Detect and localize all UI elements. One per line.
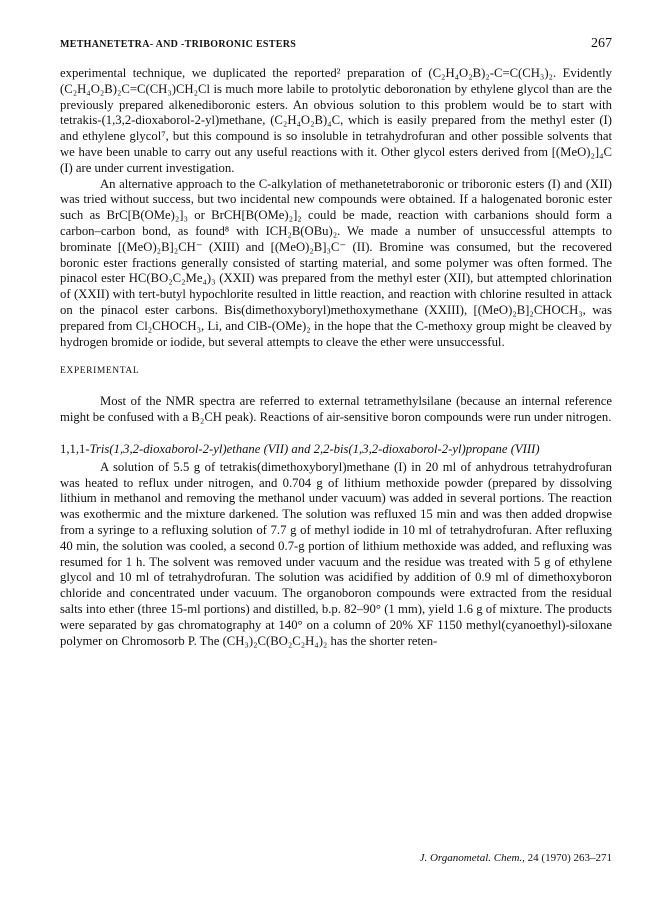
subsection-heading	[60, 442, 612, 458]
body-text	[60, 66, 612, 649]
paragraph-continued: experimental technique, we duplicated the reported² preparation of (C₂H₄O₂B)₂-C=C(CH₃)₂. Evidently (C₂H₄O₂B)₂C=C(CH₃)CH₂Cl is much more labile to protolytic deboronation by ethylene glycol than are the previously prepared alkenediboronic esters. An obvious solution to this problem would be to start with tetrakis-(1,3,2-dioxaborol-2-yl)methane, (C₂H₄O₂B)₄C, which is easily prepared from the methyl ester (I) and ethylene glycol⁷, but this compound is so insoluble in tetrahydrofuran and other possible solvents that we have been unable to carry out any useful reactions with it. Other glycol esters derived from [(MeO)₂]₄C (I) are under current investigation.	[60, 66, 612, 175]
running-title: METHANETETRA- AND -TRIBORONIC ESTERS	[60, 39, 297, 50]
footer-citation	[420, 852, 612, 864]
paragraph-nmr-note: Most of the NMR spectra are referred to external tetramethylsilane (because an internal reference might be confused with a B₂CH peak). Reactions of air-sensitive boron compounds were run under nitrogen.	[60, 394, 612, 425]
footer-journal: J. Organometal. Chem.,	[419, 852, 525, 864]
paragraph-alternative-approach: An alternative approach to the C-alkylation of methanetetraboronic or triboronic esters (I) and (XII) was tried without success, but two incidental new compounds were obtained. If a halogenated boronic ester such as BrC[B(OMe)₂]₃ or BrCH[B(OMe)₂]₂ could be made, reaction with carbanions should form a carbon–carbon bond, as found⁸ with ICH₂B(OBu)₂. We made a number of unsuccessful attempts to brominate [(MeO)₂B]₂CH⁻ (XIII) and [(MeO)₂B]₃C⁻ (II). Bromine was consumed, but the recovered boronic ester fractions generally consisted of starting material, and some polymer was often formed. The pinacol ester HC(BO₂C₂Me₄)₃ (XXII) was prepared from the methyl ester (XII), but attempted chlorination of (XXII) with tert-butyl hypochlorite resulted in little reaction, and reaction with chlorine resulted in attack on the pinacol ester carbons. Bis(dimethoxyboryl)methoxymethane (XXIII), [(MeO)₂B]₂CHOCH₃, was prepared from Cl₂CHOCH₃, Li, and ClB-(OMe)₂ in the hope that the C-methoxy group might be cleaved by hydrogen bromide or iodide, but several attempts to cleave the ether were unsuccessful.	[60, 176, 612, 349]
section-heading-experimental: EXPERIMENTAL	[60, 366, 140, 377]
footer-volume-pages: 24 (1970) 263–271	[524, 852, 612, 864]
page-number: 267	[591, 36, 612, 51]
paragraph-procedure: A solution of 5.5 g of tetrakis(dimethoxyboryl)methane (I) in 20 ml of anhydrous tetrahydrofuran was heated to reflux under nitrogen, and 0.704 g of lithium methoxide powder (prepared by dissolving lithium in methanol and removing the methanol under vacuum) was added in several portions. The reaction was exothermic and the mixture darkened. The solution was refluxed 15 min and was then added dropwise from a syringe to a refluxing solution of 7.7 g of methyl iodide in 10 ml of tetrahydrofuran. After refluxing 40 min, the solution was cooled, a second 0.7-g portion of lithium methoxide was added, and refluxing was resumed for 1 h. The solvent was removed under vacuum and the residue was treated with 5 g of ethylene glycol and 10 ml of tetrahydrofuran. The solution was acidified by addition of 0.9 ml of dimethoxyboron chloride and concentrated under vacuum. The organoboron compounds were extracted from the residual salts into ether (three 15-ml portions) and distilled, b.p. 82–90° (1 mm), yield 1.6 g of mixture. The products were separated by gas chromatography at 140° on a column of 20% XF 1150 methyl(cyanoethyl)-siloxane polymer on Chromosorb P. The (CH₃)₂C(BO₂C₂H₄)₂ has the shorter reten-	[60, 459, 612, 648]
subsection-heading-rest: (1,3,2-dioxaborol-2-yl)ethane (VII) and 2,2-bis(1,3,2-dioxaborol-2-yl)propane (VIII)	[109, 441, 540, 456]
page	[60, 36, 612, 649]
running-head	[60, 36, 612, 52]
subsection-heading-tris: Tris	[89, 441, 110, 456]
subsection-heading-prefix: 1,1,1-	[60, 441, 90, 456]
